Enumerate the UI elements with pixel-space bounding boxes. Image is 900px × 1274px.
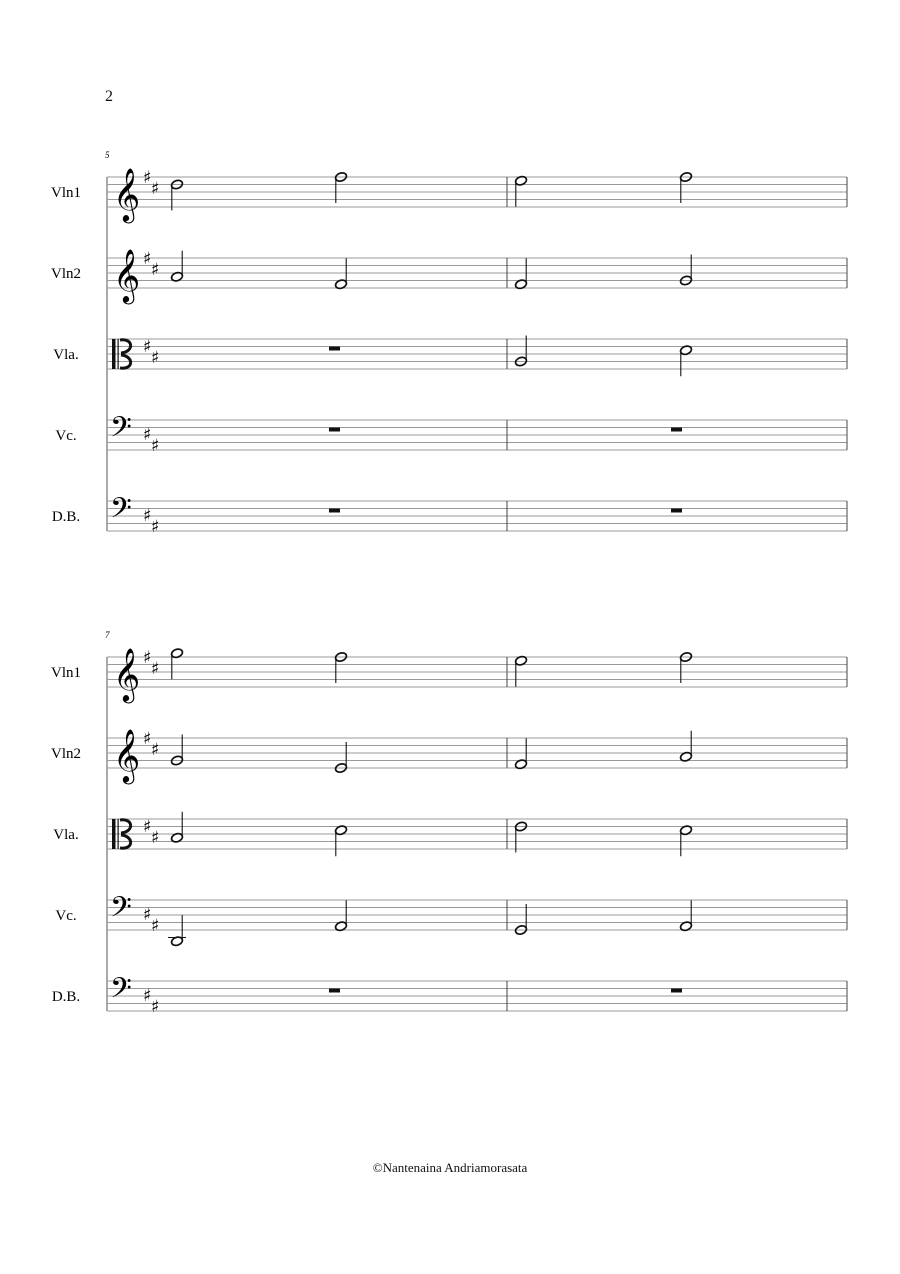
treble-clef-icon: 𝄞 [113, 647, 141, 701]
instrument-label: Vla. [53, 827, 79, 843]
staff [51, 248, 847, 304]
staff [55, 891, 847, 947]
half-note [514, 738, 527, 770]
instrument-label: D.B. [51, 509, 81, 525]
half-note [514, 655, 527, 687]
staff [51, 167, 847, 223]
sharp-accidental: ♯ [151, 828, 160, 848]
half-note [514, 821, 527, 853]
instrument-label: Vln1 [51, 185, 81, 201]
alto-clef-bar-thick [112, 339, 116, 369]
whole-rest [671, 989, 682, 993]
half-note [170, 812, 183, 844]
treble-clef-icon: 𝄞 [113, 728, 141, 782]
bass-clef-icon: 𝄢 [110, 411, 132, 451]
system [51, 630, 847, 1017]
bass-clef-icon: 𝄢 [110, 891, 132, 931]
sharp-accidental: ♯ [151, 348, 160, 368]
half-note [334, 825, 347, 857]
half-note [679, 825, 692, 857]
sharp-accidental: ♯ [143, 905, 152, 925]
half-note [679, 345, 692, 377]
half-note [170, 251, 183, 283]
instrument-label: Vln1 [51, 665, 81, 681]
measure-number: 7 [105, 630, 110, 640]
whole-rest [671, 509, 682, 513]
half-note [170, 735, 183, 767]
bass-clef-icon: 𝄢 [110, 972, 132, 1012]
half-note [334, 171, 347, 203]
whole-rest [671, 428, 682, 432]
treble-clef-icon: 𝄞 [113, 167, 141, 221]
half-note [334, 742, 347, 774]
sharp-accidental: ♯ [143, 506, 152, 526]
whole-rest [329, 509, 340, 513]
half-note [334, 651, 347, 683]
half-note [679, 171, 692, 203]
instrument-label: Vln2 [51, 266, 81, 282]
sharp-accidental: ♯ [143, 249, 152, 269]
instrument-label: D.B. [51, 989, 81, 1005]
bass-clef-icon: 𝄢 [110, 492, 132, 532]
half-note [168, 915, 186, 947]
sharp-accidental: ♯ [151, 997, 160, 1017]
sharp-accidental: ♯ [151, 517, 160, 537]
staff [53, 336, 847, 377]
system [51, 150, 847, 537]
staff [55, 411, 847, 456]
alto-clef-bar-thin [118, 339, 119, 369]
sharp-accidental: ♯ [143, 729, 152, 749]
staff [52, 492, 847, 537]
copyright-notice: ©Nantenaina Andriamorasata [372, 1160, 528, 1175]
sharp-accidental: ♯ [151, 916, 160, 936]
half-note [514, 904, 527, 936]
sharp-accidental: ♯ [143, 648, 152, 668]
half-note [514, 175, 527, 207]
whole-rest [329, 428, 340, 432]
instrument-label: Vc. [55, 908, 77, 924]
alto-clef-bar-thick [112, 819, 116, 849]
sharp-accidental: ♯ [151, 436, 160, 456]
half-note [679, 900, 692, 932]
sharp-accidental: ♯ [143, 337, 152, 357]
measure-number: 5 [105, 150, 110, 160]
half-note [334, 900, 347, 932]
sharp-accidental: ♯ [143, 817, 152, 837]
staff [52, 972, 847, 1017]
alto-clef-bar-thin [118, 819, 119, 849]
treble-clef-icon: 𝄞 [113, 248, 141, 302]
sharp-accidental: ♯ [151, 179, 160, 199]
whole-rest [329, 989, 340, 993]
instrument-label: Vc. [55, 428, 77, 444]
instrument-label: Vln2 [51, 746, 81, 762]
sharp-accidental: ♯ [143, 168, 152, 188]
sharp-accidental: ♯ [151, 740, 160, 760]
half-note [679, 731, 692, 763]
half-note [170, 179, 183, 211]
instrument-label: Vla. [53, 347, 79, 363]
page-number: 2 [105, 88, 113, 105]
half-note [679, 255, 692, 287]
staff [53, 812, 847, 857]
half-note [334, 258, 347, 290]
sharp-accidental: ♯ [151, 659, 160, 679]
sharp-accidental: ♯ [143, 425, 152, 445]
half-note [514, 258, 527, 290]
staff [51, 647, 847, 703]
half-note [514, 336, 527, 368]
sharp-accidental: ♯ [151, 260, 160, 280]
sharp-accidental: ♯ [143, 986, 152, 1006]
staff [51, 728, 847, 784]
half-note [679, 651, 692, 683]
half-note [170, 648, 183, 680]
whole-rest [329, 347, 340, 351]
